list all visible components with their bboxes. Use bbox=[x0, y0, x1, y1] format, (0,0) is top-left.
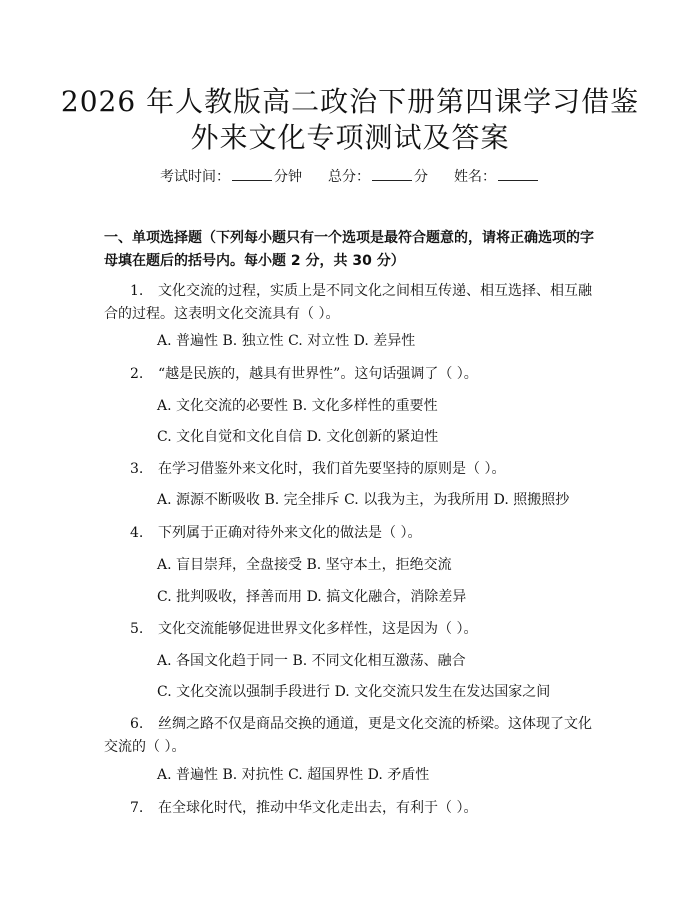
question-1 bbox=[104, 280, 604, 326]
question-5-options-row-2: C. 文化交流以强制手段进行 D. 文化交流只发生在发达国家之间 bbox=[157, 684, 551, 700]
question-2 bbox=[104, 363, 604, 386]
question-3-options: A. 源源不断吸收 B. 完全排斥 C. 以我为主，为我所用 D. 照搬照抄 bbox=[157, 492, 570, 508]
exam-time-blank bbox=[232, 166, 272, 181]
total-score-field bbox=[328, 166, 428, 188]
question-4-options-row-2: C. 批判吸收，择善而用 D. 搞文化融合，消除差异 bbox=[157, 589, 467, 605]
question-text: 在学习借鉴外来文化时，我们首先要坚持的原则是（ ）。 bbox=[158, 461, 506, 477]
question-number: 5. bbox=[130, 621, 144, 637]
question-text: 下列属于正确对待外来文化的做法是（ ）。 bbox=[158, 525, 422, 541]
exam-meta bbox=[0, 166, 700, 188]
student-name-blank bbox=[498, 166, 538, 181]
document-title-line-1: 2026 年人教版高二政治下册第四课学习借鉴 bbox=[60, 85, 640, 118]
question-4 bbox=[104, 522, 604, 545]
exam-time-label: 考试时间： bbox=[160, 169, 230, 185]
exam-time-field bbox=[160, 166, 302, 188]
question-number: 3. bbox=[130, 461, 144, 477]
section-heading-single-choice: 一、单项选择题（下列每小题只有一个选项是最符合题意的，请将正确选项的字母填在题后的括号内。每小题 2 分，共 30 分） bbox=[104, 230, 594, 269]
question-number: 6. bbox=[130, 716, 144, 732]
exam-time-unit: 分钟 bbox=[274, 169, 302, 185]
question-2-options-row-1: A. 文化交流的必要性 B. 文化多样性的重要性 bbox=[157, 398, 438, 414]
question-number: 7. bbox=[130, 800, 144, 816]
question-number: 1. bbox=[130, 283, 144, 299]
question-1-options: A. 普遍性 B. 独立性 C. 对立性 D. 差异性 bbox=[157, 333, 416, 349]
total-score-blank bbox=[372, 166, 412, 181]
question-7 bbox=[104, 797, 604, 820]
question-5-options-row-1: A. 各国文化趋于同一 B. 不同文化相互激荡、融合 bbox=[157, 653, 466, 669]
question-text: 文化交流的过程，实质上是不同文化之间相互传递、相互选择、相互融合的过程。这表明文化交流具有（ ）。 bbox=[104, 283, 592, 322]
question-text: 丝绸之路不仅是商品交换的通道，更是文化交流的桥梁。这体现了文化交流的（ ）。 bbox=[104, 716, 592, 755]
document-title-line-2: 外来文化专项测试及答案 bbox=[190, 121, 510, 154]
question-number: 2. bbox=[130, 366, 144, 382]
question-text: 在全球化时代，推动中华文化走出去，有利于（ ）。 bbox=[158, 800, 478, 816]
question-6-options: A. 普遍性 B. 对抗性 C. 超国界性 D. 矛盾性 bbox=[157, 767, 430, 783]
question-4-options-row-1: A. 盲目崇拜，全盘接受 B. 坚守本土，拒绝交流 bbox=[157, 557, 452, 573]
total-score-unit: 分 bbox=[414, 169, 428, 185]
question-3 bbox=[104, 458, 604, 481]
total-score-label: 总分： bbox=[328, 169, 370, 185]
question-5 bbox=[104, 618, 604, 641]
student-name-field bbox=[454, 166, 540, 188]
question-6 bbox=[104, 713, 604, 759]
question-2-options-row-2: C. 文化自觉和文化自信 D. 文化创新的紧迫性 bbox=[157, 429, 439, 445]
question-number: 4. bbox=[130, 525, 144, 541]
student-name-label: 姓名： bbox=[454, 169, 496, 185]
question-text: “越是民族的，越具有世界性”。这句话强调了（ ）。 bbox=[158, 366, 478, 382]
question-text: 文化交流能够促进世界文化多样性，这是因为（ ）。 bbox=[158, 621, 478, 637]
